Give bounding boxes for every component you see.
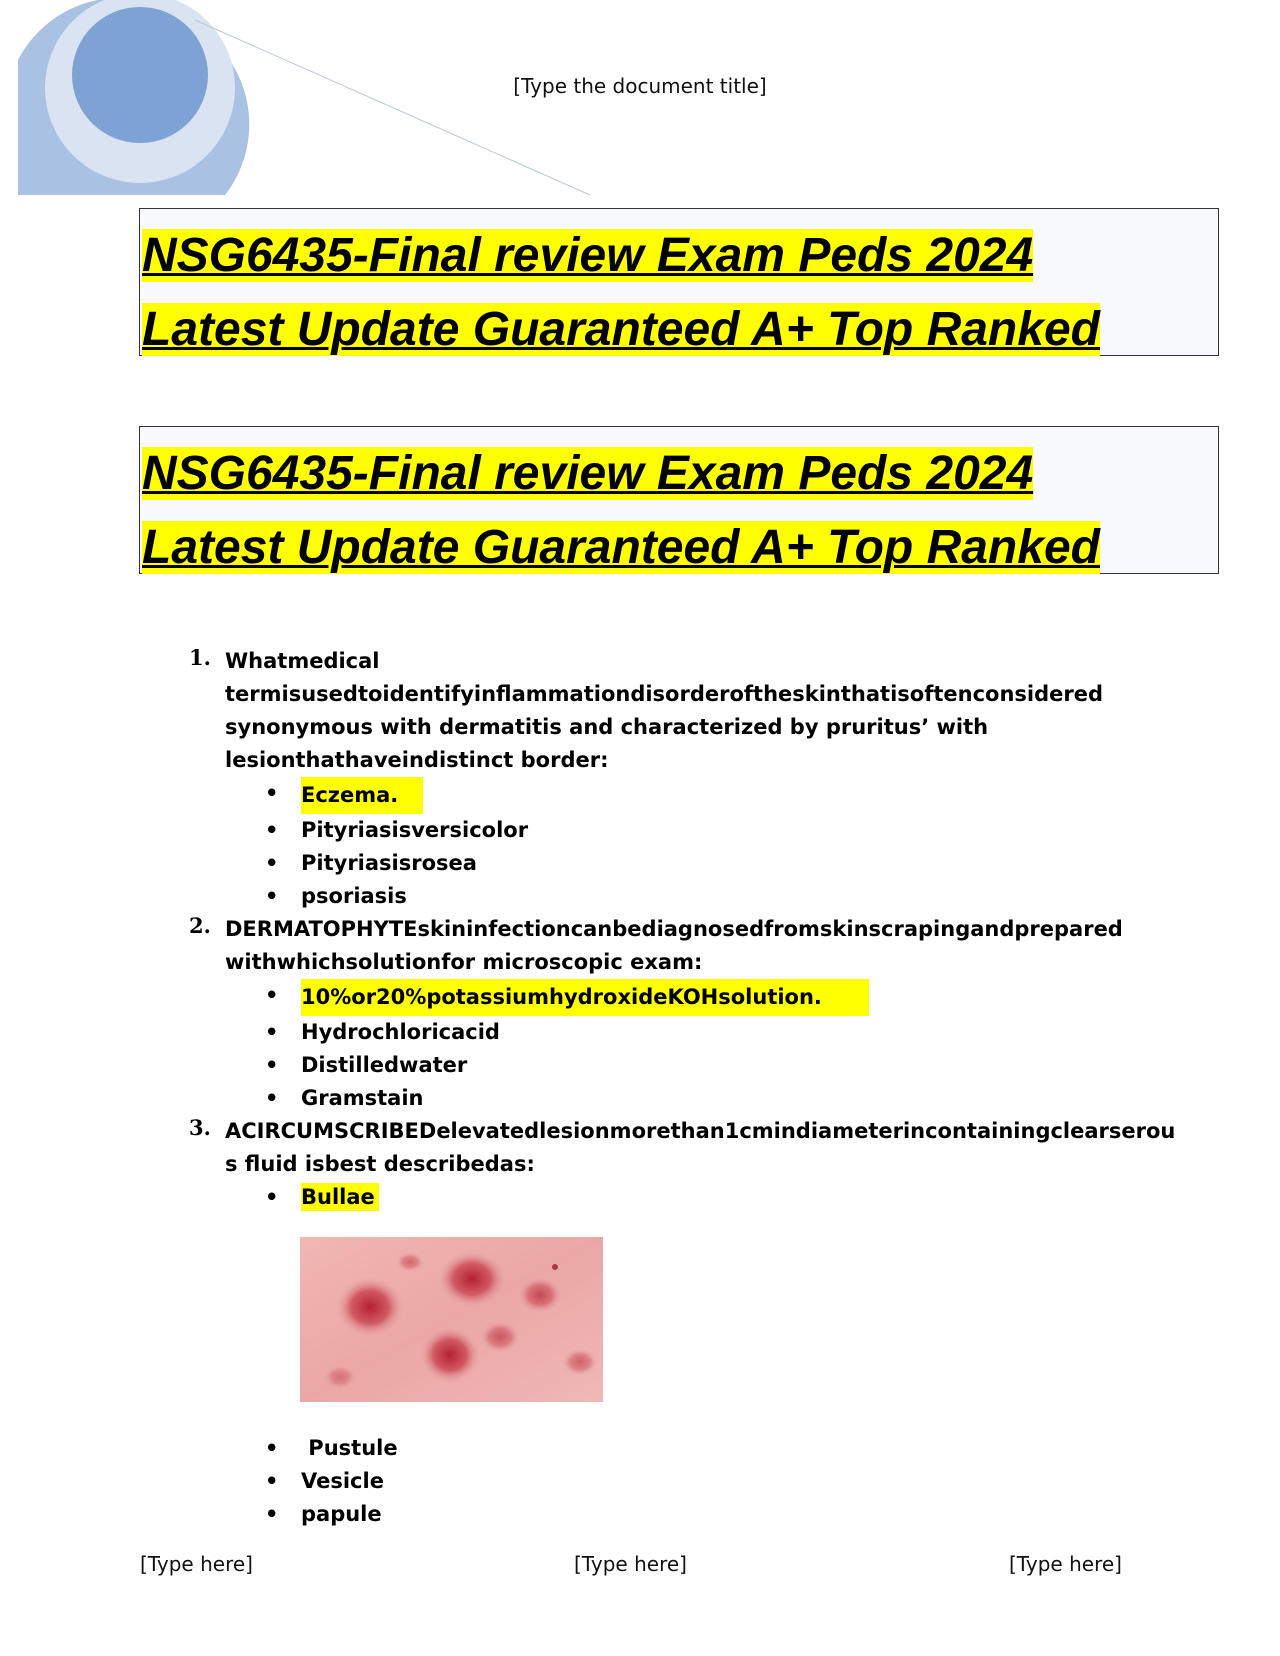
question-number: 1. <box>189 645 211 670</box>
answer-option: • Pustule <box>265 1436 398 1460</box>
bullae-lesion-image <box>300 1237 603 1402</box>
answer-option: • Eczema. <box>265 777 1085 814</box>
question-text: DERMATOPHYTEskininfectioncanbediagnosedfromskinscrapingandprepared withwhichsolutionfor microscopic exam: <box>225 917 1123 974</box>
question-number: 3. <box>189 1115 211 1140</box>
correct-answer: Bullae <box>301 1183 379 1211</box>
question-2 <box>185 913 1123 1115</box>
answer-option: • psoriasis <box>265 884 407 908</box>
answer-option: • Pityriasisrosea <box>265 851 477 875</box>
title-line-1: NSG6435-Final review Exam Peds 2024 <box>142 229 1034 282</box>
correct-answer: Eczema. <box>301 777 423 814</box>
answer-options <box>225 979 1085 1115</box>
answer-option: • Bullae <box>265 1181 1085 1214</box>
answer-option: • Distilledwater <box>265 1053 468 1077</box>
answer-option: • Vesicle <box>265 1469 384 1493</box>
question-text: ACIRCUMSCRIBEDelevatedlesionmorethan1cmindiameterincontainingclearserou s fluid isbest describedas: <box>225 1119 1176 1176</box>
answer-option: • papule <box>265 1502 382 1526</box>
question-1 <box>185 645 1104 913</box>
answer-option: • 10%or20%potassiumhydroxideKOHsolution. <box>265 979 1085 1016</box>
title-box-2 <box>139 426 1219 574</box>
document-title-placeholder: [Type the document title] <box>513 74 767 98</box>
answer-option: • Pityriasisversicolor <box>265 818 529 842</box>
footer-center: [Type here] <box>574 1552 687 1576</box>
question-number: 2. <box>189 913 211 938</box>
footer-right: [Type here] <box>1009 1552 1122 1576</box>
footer-left: [Type here] <box>140 1552 253 1576</box>
title-line-2: Latest Update Guaranteed A+ Top Ranked <box>142 303 1100 356</box>
answer-option: • Gramstain <box>265 1086 424 1110</box>
title-box-1 <box>139 208 1219 356</box>
answer-options <box>225 777 1085 913</box>
title-line-1: NSG6435-Final review Exam Peds 2024 <box>142 447 1034 500</box>
question-text: Whatmedical termisusedtoidentifyinflammationdisorderoftheskinthatisoftenconsidered synonymous with dermatitis and characterized by pruritus’ with lesionthathaveindistinct border: <box>225 649 1104 772</box>
header-circle-graphic <box>0 0 600 200</box>
title-line-2: Latest Update Guaranteed A+ Top Ranked <box>142 521 1100 574</box>
correct-answer: 10%or20%potassiumhydroxideKOHsolution. <box>301 979 869 1016</box>
answer-option: • Hydrochloricacid <box>265 1020 500 1044</box>
